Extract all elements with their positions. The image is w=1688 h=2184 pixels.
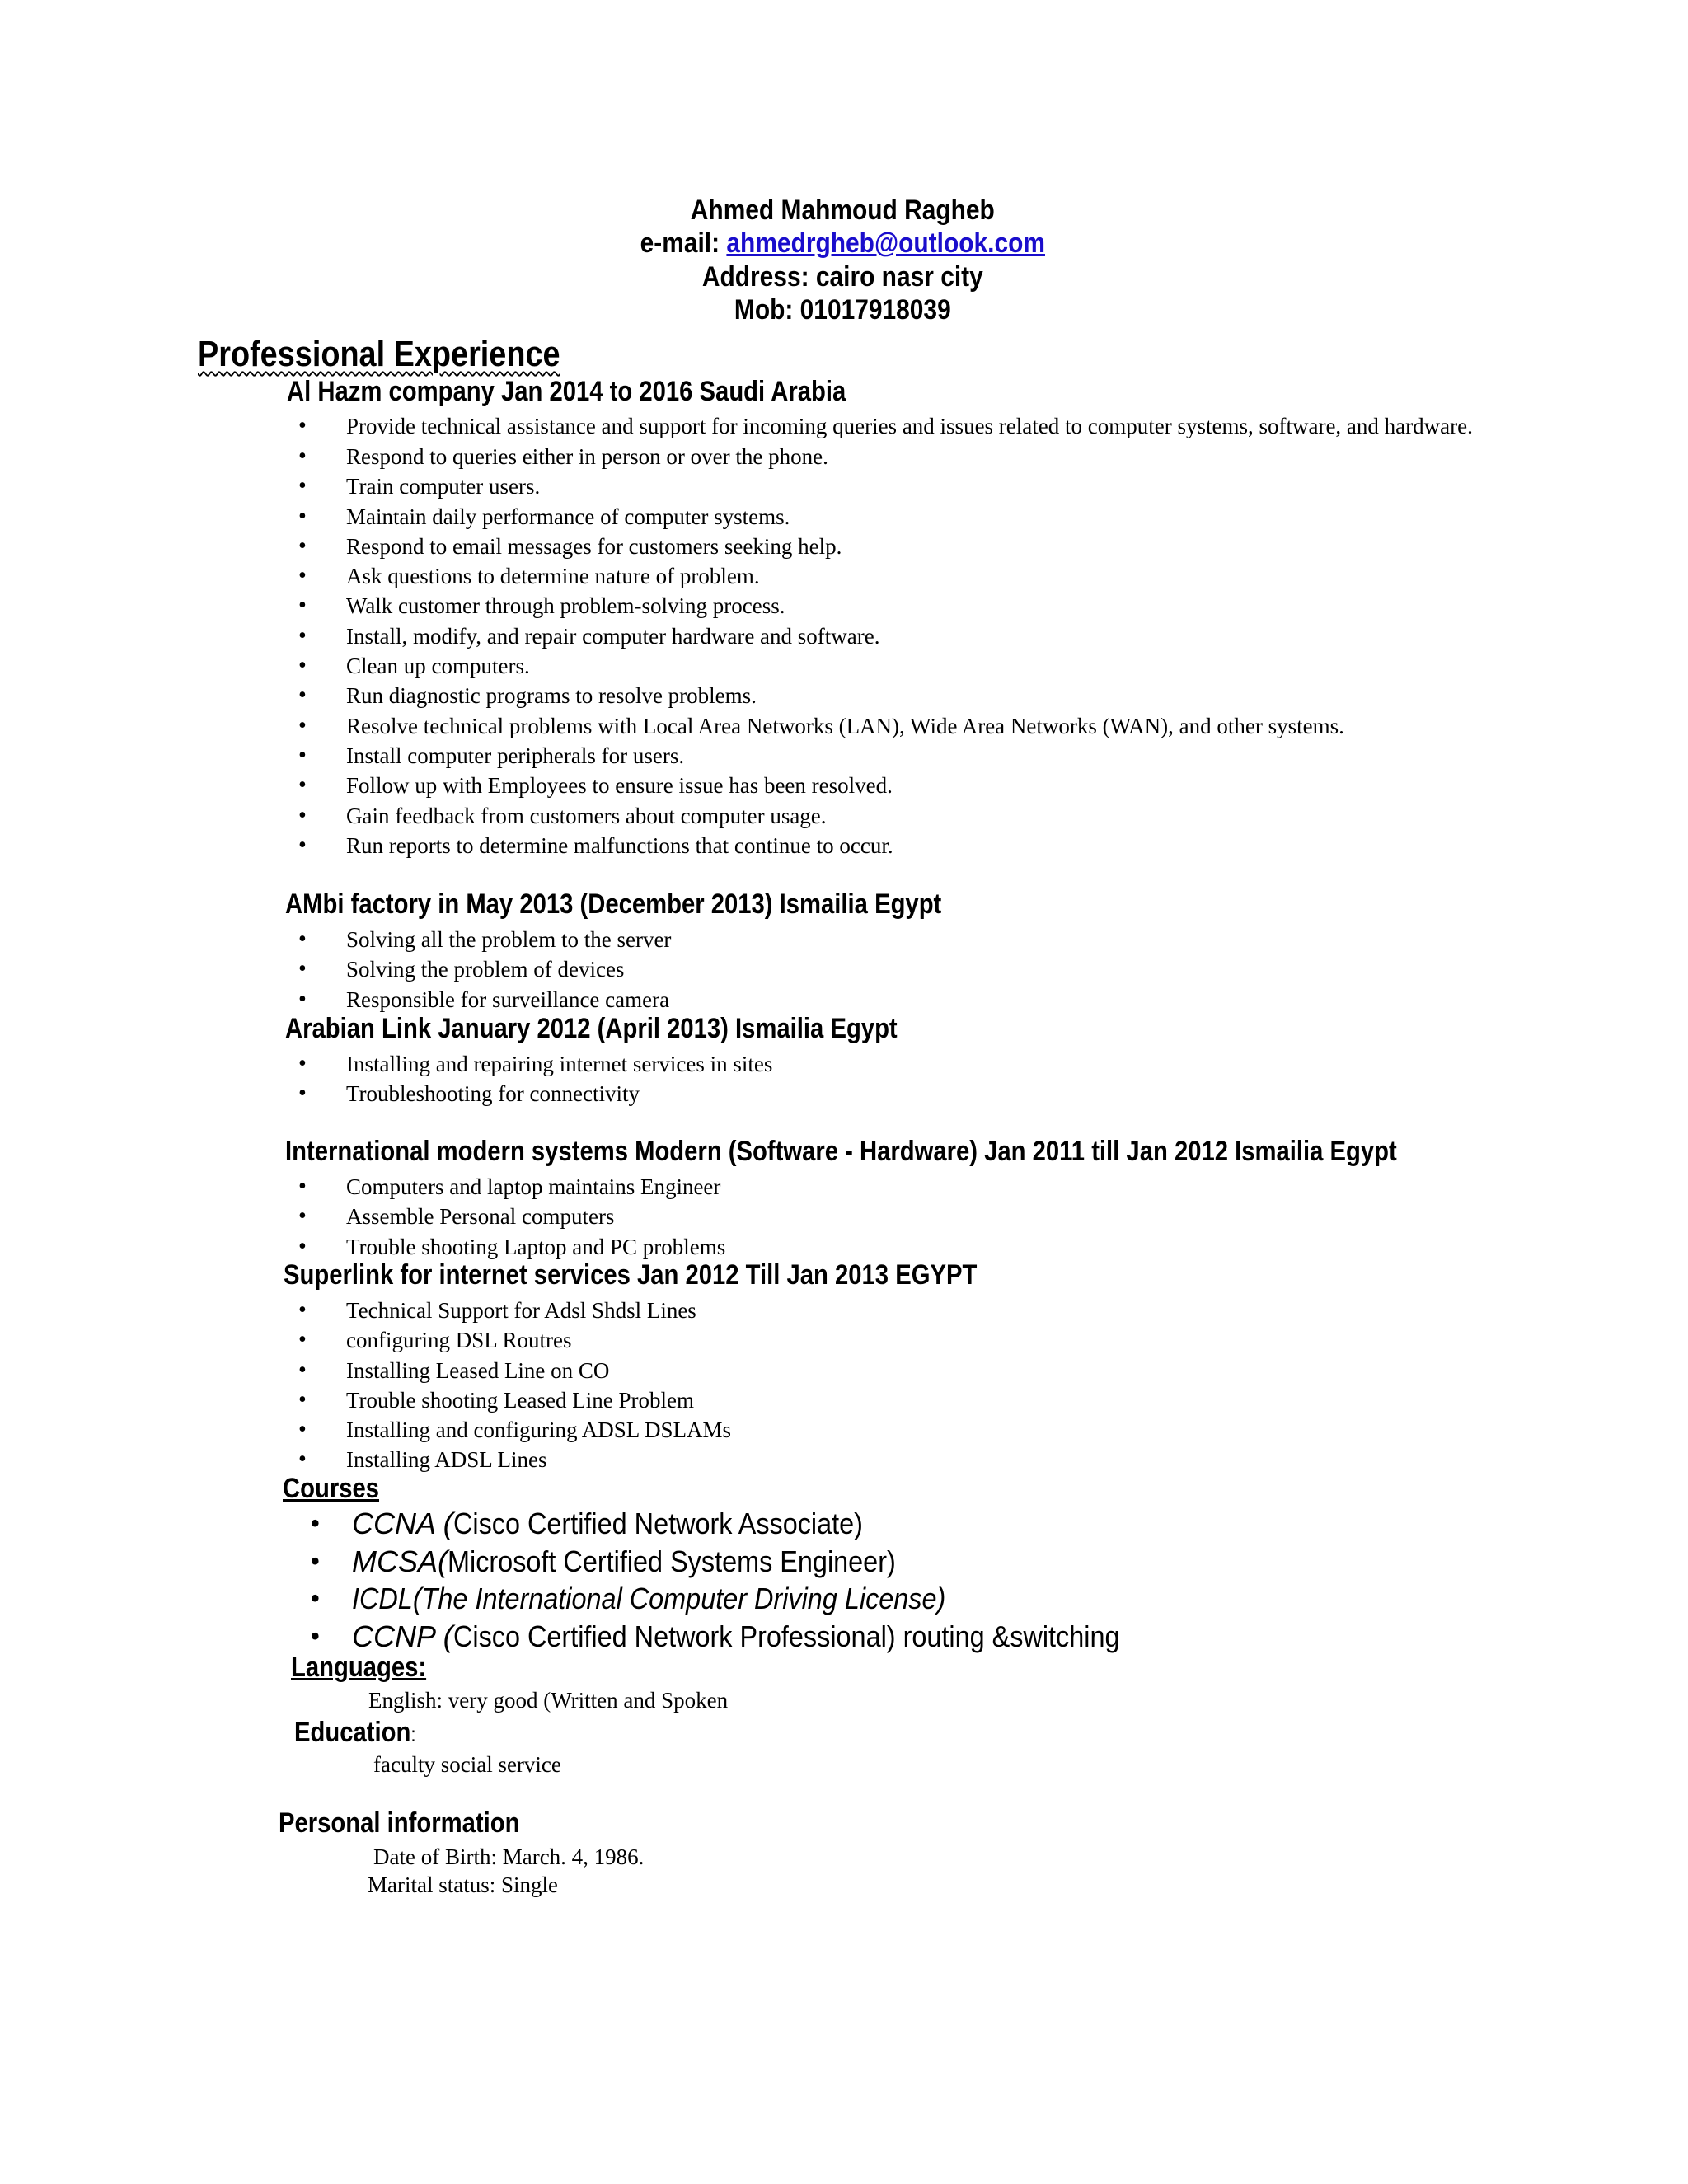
job-duties-list xyxy=(298,412,1485,860)
job-title: Al Hazm company Jan 2014 to 2016 Saudi Arabia xyxy=(287,376,846,407)
course-abbr: CCNP ( xyxy=(352,1619,453,1653)
course-name: Cisco Certified Network Associate) xyxy=(452,1507,863,1540)
job-title: Superlink for internet services Jan 2012 Till Jan 2013 EGYPT xyxy=(284,1259,978,1291)
mobile-line: Mob: 01017918039 xyxy=(734,294,951,326)
list-item: • Maintain daily performance of computer systems. xyxy=(298,502,1485,532)
course-name: Cisco Certified Network Professional) routing &switching xyxy=(452,1619,1120,1653)
list-item: • Solving the problem of devices xyxy=(298,954,671,984)
list-item xyxy=(310,1505,1193,1543)
address-line: Address: cairo nasr city xyxy=(701,261,983,293)
list-item: • Resolve technical problems with Local Area Networks (LAN), Wide Area Networks (WAN), and other systems. xyxy=(298,711,1485,741)
candidate-name: Ahmed Mahmoud Ragheb xyxy=(690,194,995,226)
course-abbr: CCNA ( xyxy=(352,1507,453,1540)
list-item: • Install computer peripherals for users. xyxy=(298,741,1485,771)
courses-list xyxy=(310,1505,1193,1655)
list-item: • Train computer users. xyxy=(298,471,1485,501)
email-link[interactable]: ahmedrgheb@outlook.com xyxy=(726,227,1045,259)
job-duties-list xyxy=(298,925,671,1015)
list-item: • Provide technical assistance and support for incoming queries and issues related to computer systems, software, and hardware. xyxy=(298,412,1485,442)
section-title-education xyxy=(294,1716,416,1750)
list-item: • Troubleshooting for connectivity xyxy=(298,1079,772,1108)
list-item xyxy=(310,1618,1193,1656)
list-item: • configuring DSL Routres xyxy=(298,1325,731,1355)
list-item: • Respond to queries either in person or over the phone. xyxy=(298,442,1485,471)
list-item: • Clean up computers. xyxy=(298,651,1485,681)
section-title-languages: Languages: xyxy=(291,1652,427,1683)
list-item: • Walk customer through problem-solving process. xyxy=(298,591,1485,621)
education-title: Education xyxy=(294,1717,411,1748)
list-item: • Installing Leased Line on CO xyxy=(298,1356,731,1385)
list-item: • Gain feedback from customers about computer usage. xyxy=(298,801,1485,831)
course-abbr: ICDL(The International Computer Driving License) xyxy=(352,1582,946,1615)
list-item: • Ask questions to determine nature of problem. xyxy=(298,561,1485,591)
list-item: • Solving all the problem to the server xyxy=(298,925,671,954)
date-of-birth: Date of Birth: March. 4, 1986. xyxy=(373,1844,645,1869)
email-label: e-mail: xyxy=(640,227,720,259)
job-duties-list xyxy=(298,1172,725,1262)
list-item xyxy=(310,1543,1193,1581)
languages-text: English: very good (Written and Spoken xyxy=(368,1688,729,1713)
course-abbr: MCSA( xyxy=(352,1544,448,1578)
list-item: • Run reports to determine malfunctions that continue to occur. xyxy=(298,831,1485,860)
course-name: Microsoft Certified Systems Engineer) xyxy=(448,1544,896,1578)
list-item: • Respond to email messages for customers seeking help. xyxy=(298,532,1485,561)
job-duties-list xyxy=(298,1296,731,1475)
job-title: International modern systems Modern (Software - Hardware) Jan 2011 till Jan 2012 Ismailia Egypt xyxy=(285,1136,1397,1167)
section-title-experience: Professional Experience xyxy=(198,334,560,374)
list-item: • Install, modify, and repair computer hardware and software. xyxy=(298,621,1485,651)
marital-status: Marital status: Single xyxy=(368,1872,558,1897)
list-item: • Trouble shooting Leased Line Problem xyxy=(298,1385,731,1415)
email-line xyxy=(100,227,1585,260)
section-title-personal: Personal information xyxy=(279,1807,520,1839)
job-duties-list xyxy=(298,1049,772,1109)
education-colon: : xyxy=(410,1722,416,1746)
list-item: • Installing and configuring ADSL DSLAMs xyxy=(298,1415,731,1445)
list-item: • Assemble Personal computers xyxy=(298,1202,725,1231)
list-item: • Run diagnostic programs to resolve problems. xyxy=(298,681,1485,710)
list-item: • Follow up with Employees to ensure issue has been resolved. xyxy=(298,771,1485,800)
list-item xyxy=(310,1580,1193,1618)
list-item: • Computers and laptop maintains Engineer xyxy=(298,1172,725,1202)
education-text: faculty social service xyxy=(373,1752,561,1777)
list-item: • Trouble shooting Laptop and PC problems xyxy=(298,1232,725,1262)
list-item: • Responsible for surveillance camera xyxy=(298,985,671,1015)
list-item: • Installing ADSL Lines xyxy=(298,1445,731,1474)
job-title: Arabian Link January 2012 (April 2013) Ismailia Egypt xyxy=(285,1013,898,1044)
section-title-courses: Courses xyxy=(283,1473,380,1504)
job-title: AMbi factory in May 2013 (December 2013) Ismailia Egypt xyxy=(285,888,942,920)
list-item: • Installing and repairing internet services in sites xyxy=(298,1049,772,1079)
list-item: • Technical Support for Adsl Shdsl Lines xyxy=(298,1296,731,1325)
